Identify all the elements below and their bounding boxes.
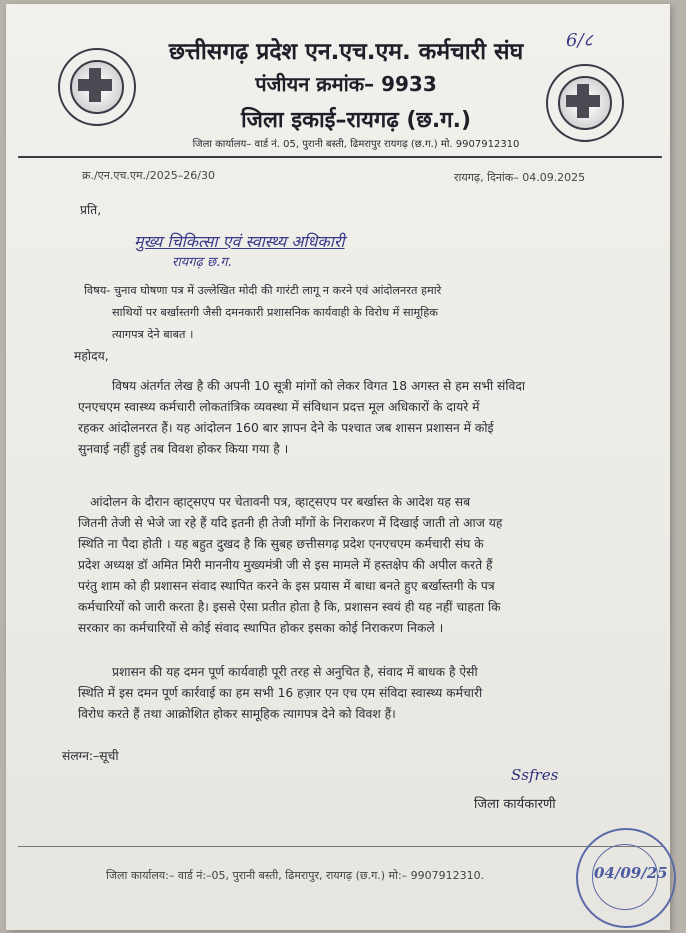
district-unit: जिला इकाई–रायगढ़ (छ.ग.): [240, 108, 471, 133]
p1-line: एनएचएम स्वास्थ्य कर्मचारी लोकतांत्रिक व्यवस्था में संविधान प्रदत्त मूल अधिकारों के दायरे में: [78, 400, 480, 414]
p2-line: कर्मचारियों को जारी करता है। इससे ऐसा प्रतीत होता है कि, प्रशासन स्वयं ही यह नहीं चाहता कि: [78, 600, 501, 614]
letter-page: [6, 4, 670, 930]
place-date: रायगढ़, दिनांक– 04.09.2025: [454, 171, 586, 184]
p3-line: विरोध करते हैं तथा आक्रोशित होकर सामूहिक त्यागपत्र देने को विवश हैं।: [78, 707, 396, 721]
p2-line: प्रदेश अध्यक्ष डॉ अमित मिरी माननीय मुख्यमंत्री जी से इस मामले में हस्तक्षेप की अपील करते हैं: [78, 558, 493, 572]
p1-line: सुनवाई नहीं हुई तब विवश होकर किया गया है ।: [78, 442, 289, 456]
signature-designation: जिला कार्यकारणी: [474, 797, 556, 812]
salutation: महोदय,: [74, 349, 109, 363]
right-seal-logo: [546, 64, 624, 142]
p3-line: स्थिति में इस दमन पूर्ण कार्रवाई का हम सभी 16 हज़ार एन एच एम संविदा स्वास्थ्य कर्मचारी: [78, 686, 483, 700]
footer-divider: [18, 846, 662, 847]
header-divider: [18, 156, 662, 158]
subject-line-1: विषय- चुनाव घोषणा पत्र में उल्लेखित मोदी की गारंटी लागू न करने एवं आंदोलनरत हमारे: [84, 284, 442, 297]
p2-line: जितनी तेजी से भेजे जा रहे हैं यदि इतनी ही तेजी माँगों के निराकरण में दिखाई जाती तो आज यह: [78, 516, 503, 530]
p2-line: स्थिति ना पैदा होती । यह बहुत दुखद है कि सुबह छत्तीसगढ़ प्रदेश एनएचएम कर्मचारी संघ के: [78, 537, 484, 551]
reference-number: क्र./एन.एच.एम./2025–26/30: [82, 169, 215, 182]
subject-line-3: त्यागपत्र देने बाबत ।: [112, 328, 194, 341]
p2-line: सरकार का कर्मचारियों से कोई संवाद स्थापित होकर इसका कोई निराकरण निकले ।: [78, 621, 444, 635]
addressee-prefix: प्रति,: [80, 203, 102, 217]
p1-line: रहकर आंदोलनरत हैं। यह आंदोलन 160 बार ज्ञापन देने के पश्चात जब शासन प्रशासन में कोई: [78, 421, 494, 435]
org-name: छत्तीसगढ़ प्रदेश एन.एच.एम. कर्मचारी संघ: [168, 39, 524, 65]
paragraph-2: [78, 492, 622, 639]
subject-line-2: साथियों पर बर्खास्तगी जैसी दमनकारी प्रशासनिक कार्यवाही के विरोध में सामूहिक: [112, 306, 438, 319]
p2-line: आंदोलन के दौरान व्हाट्सएप पर चेतावनी पत्र, व्हाट्सएप पर बर्खास्त के आदेश यह सब: [90, 495, 471, 509]
paragraph-3: [78, 662, 622, 725]
p3-line: प्रशासन की यह दमन पूर्ण कार्यवाही पूरी तरह से अनुचित है, संवाद में बाधक है ऐसी: [112, 665, 478, 679]
office-address: जिला कार्यालय– वार्ड नं. 05, पुरानी बस्ती, ढिमरापुर रायगढ़ (छ.ग.) मो. 9907912310: [192, 139, 520, 150]
stamp-date: 04/09/25: [594, 864, 668, 882]
footer-address: जिला कार्यालय:– वार्ड नं:–05, पुरानी बस्ती, ढिमरापुर, रायगढ़ (छ.ग.) मो:– 9907912310.: [106, 869, 485, 882]
signature-scribble: Ssfres: [511, 766, 559, 784]
addressee-line-2: रायगढ़ छ.ग.: [172, 255, 232, 270]
left-seal-logo: [58, 48, 136, 126]
registration-number: पंजीयन क्रमांक– 9933: [255, 72, 437, 96]
corner-note: 6/८: [566, 30, 593, 51]
receipt-stamp: [576, 828, 676, 928]
paragraph-1: [78, 376, 622, 460]
enclosure-label: संलग्न:–सूची: [62, 749, 119, 763]
p2-line: परंतु शाम को ही प्रशासन संवाद स्थापित करने के इस प्रयास में बाधा बनते हुए बर्खास्तगी के पत्र: [78, 579, 495, 593]
addressee-line-1: मुख्य चिकित्सा एवं स्वास्थ्य अधिकारी: [134, 232, 345, 251]
p1-line: विषय अंतर्गत लेख है की अपनी 10 सूत्री मांगों को लेकर विगत 18 अगस्त से हम सभी संविदा: [112, 379, 526, 393]
